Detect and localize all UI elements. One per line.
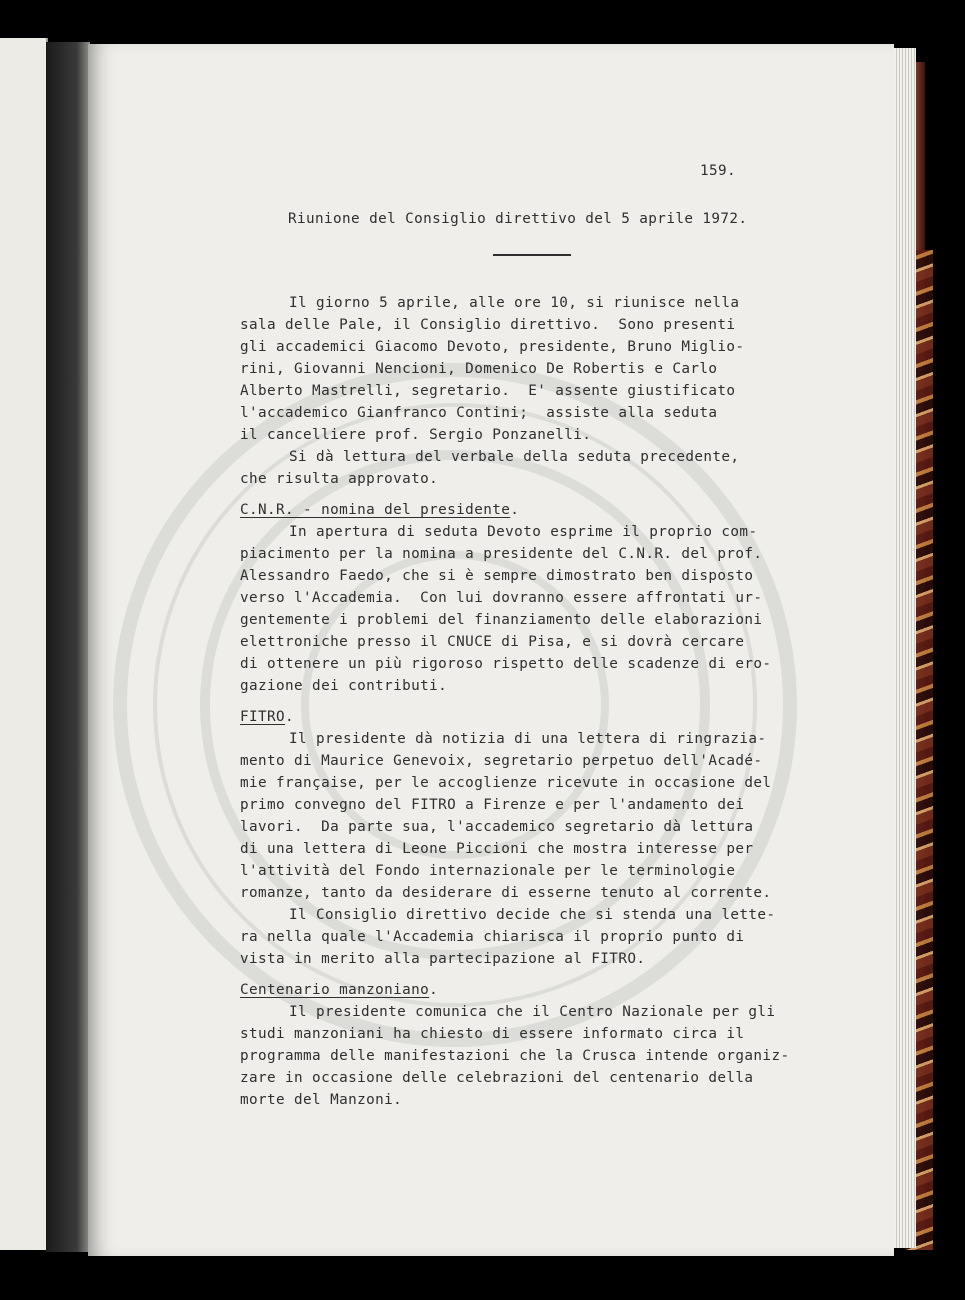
text-line: Il presidente dà notizia di una lettera di ringrazia- <box>289 731 767 747</box>
text-line: Il Consiglio direttivo decide che si stenda una lette- <box>289 907 776 923</box>
page-number: 159. <box>700 163 737 179</box>
text-line: rini, Giovanni Nencioni, Domenico De Robertis e Carlo <box>240 361 718 377</box>
section-heading <box>240 706 800 728</box>
text-line: primo convegno del FITRO a Firenze e per l'andamento dei <box>240 797 745 813</box>
text-line: gentemente i problemi del finanziamento delle elaborazioni <box>240 612 763 628</box>
text-line: piacimento per la nomina a presidente del C.N.R. del prof. <box>240 546 763 562</box>
section-heading-punct: . <box>510 502 520 518</box>
paragraph <box>240 1001 800 1111</box>
section-heading-punct: . <box>285 709 295 725</box>
text-line: verso l'Accademia. Con lui dovranno essere affrontati ur- <box>240 590 763 606</box>
text-line: romanze, tanto da desiderare di esserne tenuto al corrente. <box>240 885 772 901</box>
paragraph <box>240 904 800 970</box>
section-gap <box>240 490 800 494</box>
text-line: lavori. Da parte sua, l'accademico segretario dà lettura <box>240 819 754 835</box>
section-heading <box>240 499 800 521</box>
book-gutter <box>46 42 90 1252</box>
text-line: In apertura di seduta Devoto esprime il proprio com- <box>289 524 758 540</box>
text-line: Alberto Mastrelli, segretario. E' assente giustificato <box>240 383 736 399</box>
text-line: studi manzoniani ha chiesto di essere informato circa il <box>240 1026 745 1042</box>
text-line: vista in merito alla partecipazione al FITRO. <box>240 951 646 967</box>
text-line: Il presidente comunica che il Centro Nazionale per gli <box>289 1004 776 1020</box>
section-heading-text: FITRO <box>240 709 286 725</box>
section-gap <box>240 697 800 701</box>
text-line: l'attività del Fondo internazionale per le terminologie <box>240 863 736 879</box>
text-line: sala delle Pale, il Consiglio direttivo. Sono presenti <box>240 317 736 333</box>
text-line: gazione dei contributi. <box>240 678 448 694</box>
section-heading <box>240 979 800 1001</box>
facing-page <box>0 38 48 1250</box>
text-line: di una lettera di Leone Piccioni che mostra interesse per <box>240 841 754 857</box>
section-heading-punct: . <box>429 982 439 998</box>
text-line: mento di Maurice Genevoix, segretario perpetuo dell'Acadé- <box>240 753 763 769</box>
section-gap <box>240 970 800 974</box>
text-line: elettroniche presso il CNUCE di Pisa, e si dovrà cercare <box>240 634 745 650</box>
page-title: Riunione del Consiglio direttivo del 5 aprile 1972. <box>288 211 748 227</box>
text-line: l'accademico Gianfranco Contini; assiste alla seduta <box>240 405 718 421</box>
text-line: zare in occasione delle celebrazioni del centenario della <box>240 1070 754 1086</box>
text-line: di ottenere un più rigoroso rispetto delle scadenze di ero- <box>240 656 772 672</box>
text-line: programma delle manifestazioni che la Crusca intende organiz- <box>240 1048 790 1064</box>
text-line: mie française, per le accoglienze ricevute in occasione del <box>240 775 772 791</box>
text-line: gli accademici Giacomo Devoto, presidente, Bruno Miglio- <box>240 339 745 355</box>
text-line: morte del Manzoni. <box>240 1092 403 1108</box>
section-heading-text: Centenario manzoniano <box>240 982 430 998</box>
paragraph <box>240 521 800 697</box>
title-underline <box>493 254 571 256</box>
paragraph <box>240 728 800 904</box>
document-body <box>240 292 800 1111</box>
text-line: che risulta approvato. <box>240 471 439 487</box>
text-line: il cancelliere prof. Sergio Ponzanelli. <box>240 427 592 443</box>
text-line: Alessandro Faedo, che si è sempre dimostrato ben disposto <box>240 568 754 584</box>
text-line: ra nella quale l'Accademia chiarisca il proprio punto di <box>240 929 745 945</box>
text-line: Il giorno 5 aprile, alle ore 10, si riunisce nella <box>289 295 740 311</box>
section-heading-text: C.N.R. - nomina del presidente <box>240 502 511 518</box>
text-line: Si dà lettura del verbale della seduta precedente, <box>289 449 740 465</box>
